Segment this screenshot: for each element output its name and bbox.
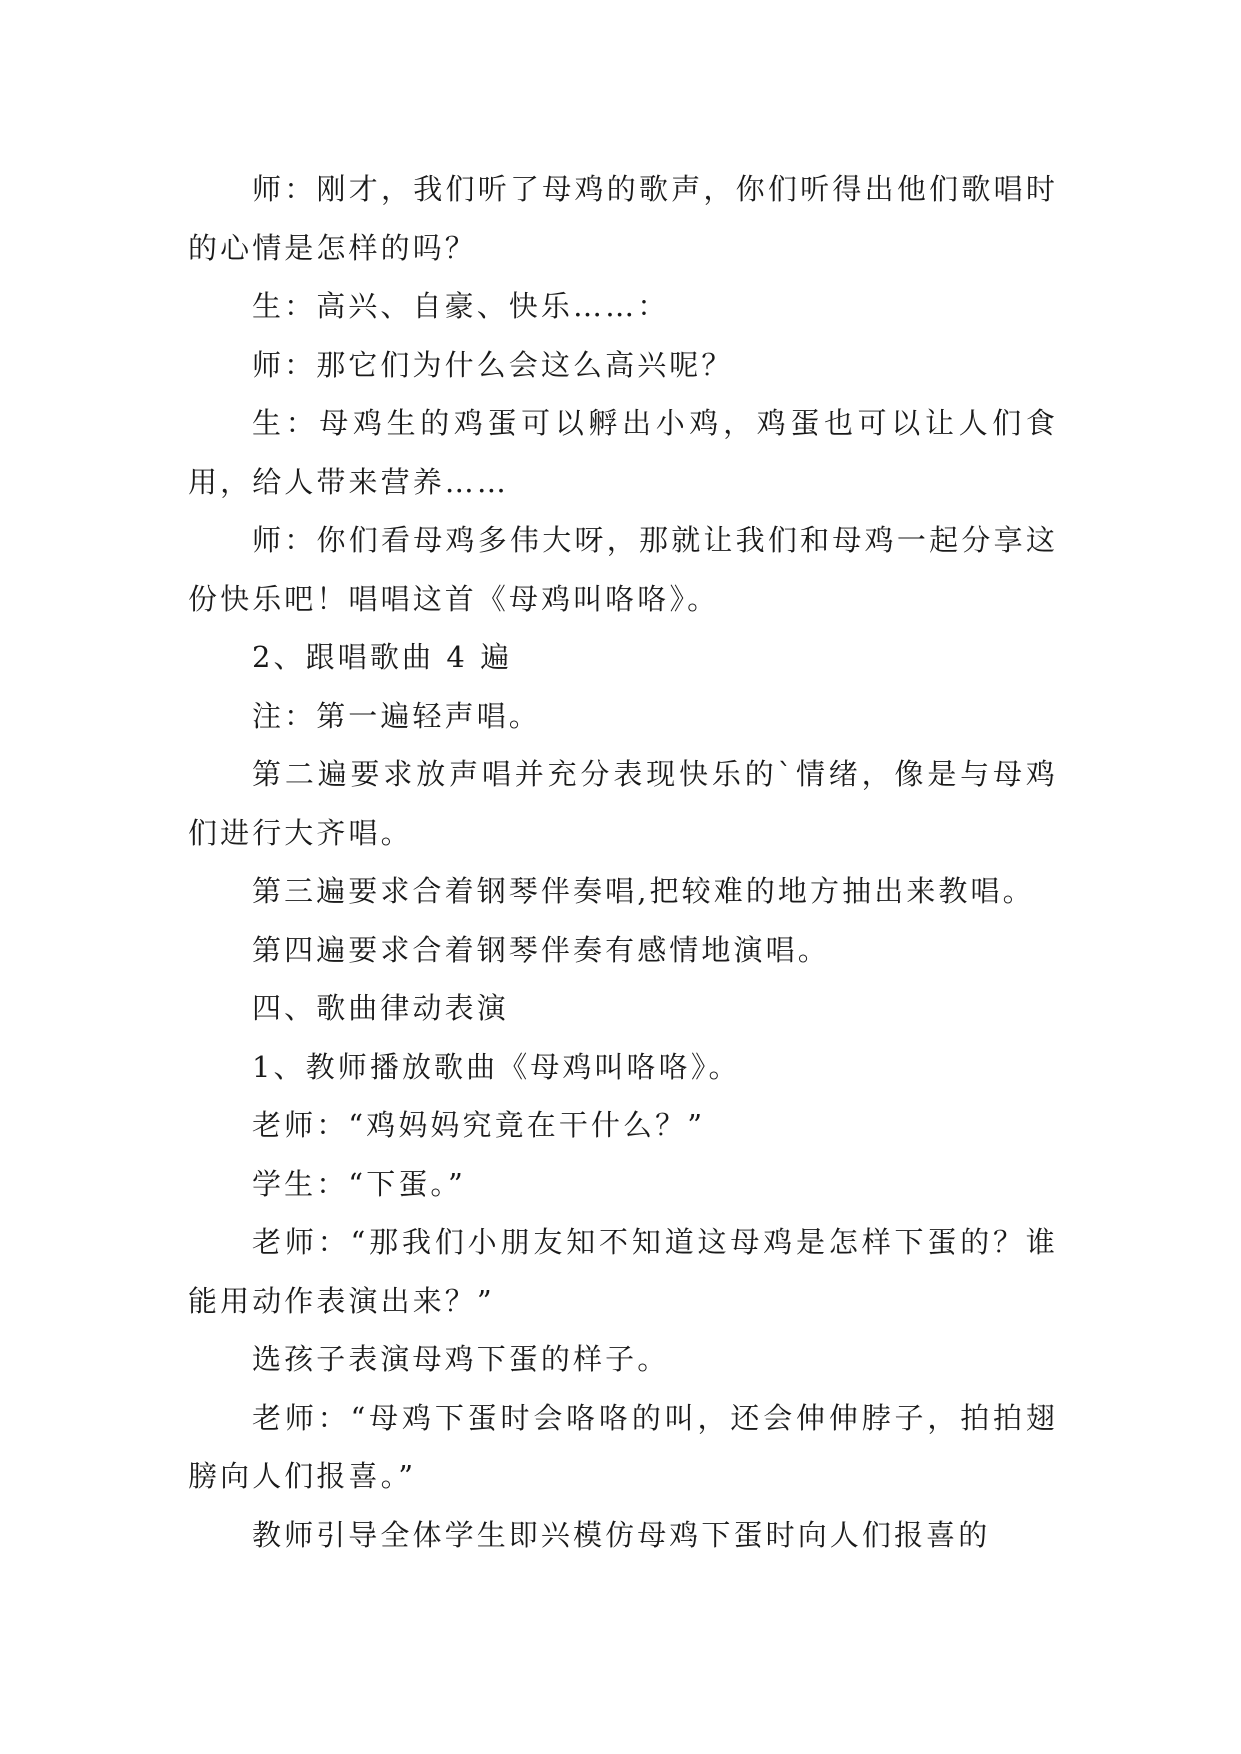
- paragraph-teacher-announce: 老师：“母鸡下蛋时会咯咯的叫，还会伸伸脖子，拍拍翅膀向人们报喜。”: [188, 1400, 1058, 1493]
- paragraph-teacher-ask: 老师：“鸡妈妈究竟在干什么？”: [252, 1108, 706, 1142]
- paragraph-sing-along-heading: 2、跟唱歌曲 4 遍: [252, 640, 513, 674]
- paragraph-fourth-time: 第四遍要求合着钢琴伴奏有感情地演唱。: [252, 932, 830, 967]
- paragraph-teacher-perform: 老师：“那我们小朋友知不知道这母鸡是怎样下蛋的？谁能用动作表演出来？”: [188, 1225, 1058, 1318]
- paragraph-teacher-share: 师：你们看母鸡多伟大呀，那就让我们和母鸡一起分享这份快乐吧！唱唱这首《母鸡叫咯咯》。: [188, 523, 1058, 616]
- paragraph-teacher-question: 师：刚才，我们听了母鸡的歌声，你们听得出他们歌唱时的心情是怎样的吗？: [188, 172, 1058, 265]
- paragraph-student-eggs: 生：母鸡生的鸡蛋可以孵出小鸡，鸡蛋也可以让人们食用，给人带来营养……: [188, 406, 1058, 499]
- paragraph-teacher-guide: 教师引导全体学生即兴模仿母鸡下蛋时向人们报喜的: [252, 1517, 991, 1552]
- paragraph-third-time: 第三遍要求合着钢琴伴奏唱,把较难的地方抽出来教唱。: [252, 874, 1035, 908]
- document-body: [188, 160, 1058, 1564]
- paragraph-student-lay-egg: 学生：“下蛋。”: [252, 1166, 466, 1201]
- section-heading-rhythm: 四、歌曲律动表演: [252, 991, 509, 1025]
- paragraph-choose-child: 选孩子表演母鸡下蛋的样子。: [252, 1342, 670, 1376]
- paragraph-student-answer: 生：高兴、自豪、快乐……：: [252, 289, 670, 323]
- paragraph-teacher-why: 师：那它们为什么会这么高兴呢？: [252, 347, 734, 382]
- paragraph-note-first: 注：第一遍轻声唱。: [252, 698, 541, 733]
- paragraph-play-song: 1、教师播放歌曲《母鸡叫咯咯》。: [252, 1049, 741, 1084]
- paragraph-second-time: 第二遍要求放声唱并充分表现快乐的`情绪，像是与母鸡们进行大齐唱。: [188, 757, 1058, 850]
